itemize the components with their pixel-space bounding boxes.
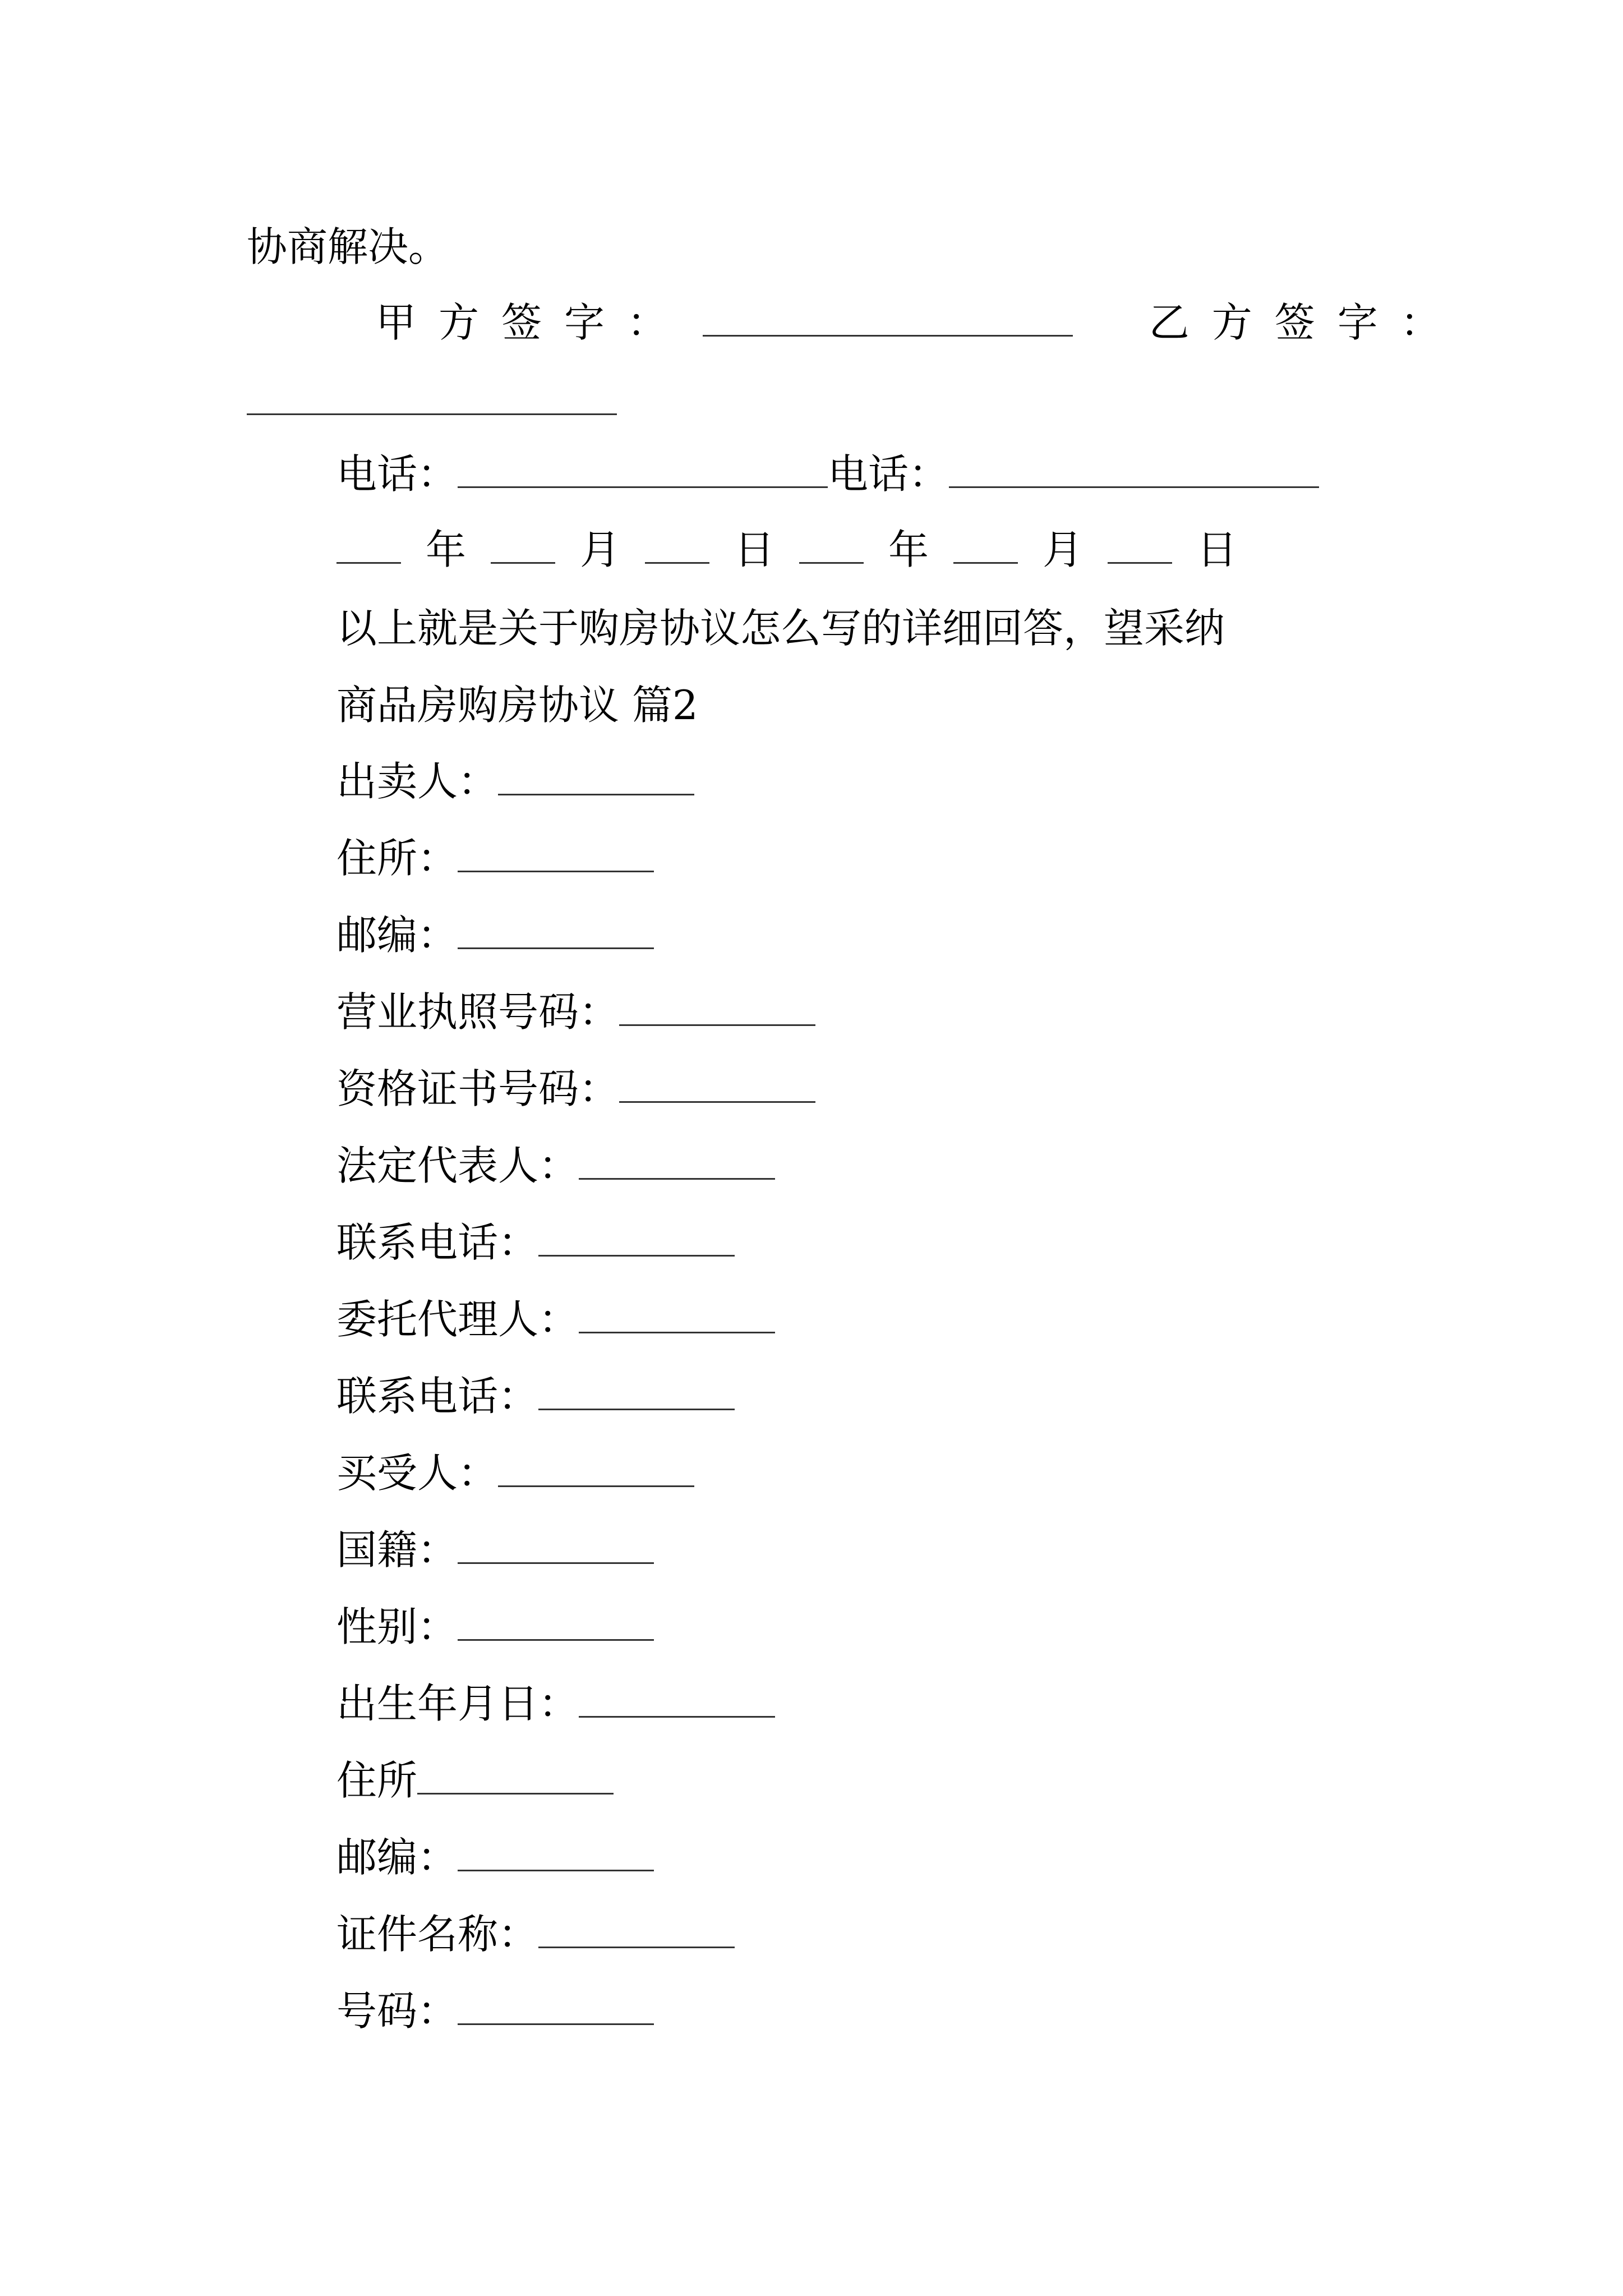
field-label: 买受人： [336, 1450, 499, 1497]
field-row [336, 833, 654, 884]
field-row [336, 1371, 735, 1421]
field-label: 住所 [336, 1757, 418, 1804]
field-blank[interactable] [579, 1144, 775, 1180]
field-label: 资格证书号码： [336, 1065, 620, 1112]
intro-tail-text: 协商解决。 [247, 223, 449, 270]
party-b-signature-label: 乙方签字： [1149, 299, 1463, 346]
party-b-phone-blank[interactable] [949, 453, 1319, 488]
field-row [336, 1448, 694, 1498]
field-label: 委托代理人： [336, 1296, 579, 1343]
field-label: 性别： [336, 1603, 458, 1650]
field-label: 号码： [336, 1987, 458, 2035]
field-blank[interactable] [538, 1913, 735, 1948]
field-row [336, 1678, 775, 1729]
field-row [336, 910, 654, 960]
field-blank[interactable] [538, 1375, 735, 1410]
field-label: 联系电话： [336, 1373, 539, 1420]
field-blank[interactable] [619, 1068, 815, 1103]
field-row [336, 1140, 775, 1191]
field-blank[interactable] [498, 760, 694, 795]
field-row [336, 1525, 654, 1575]
signature-row [376, 297, 1463, 348]
field-row [336, 1294, 775, 1345]
field-row [336, 1602, 654, 1652]
field-row [336, 1909, 735, 1959]
date-a-year-unit: 年 [425, 526, 466, 573]
field-row [336, 1832, 654, 1883]
date-b-month-unit: 月 [1042, 526, 1083, 573]
field-blank[interactable] [538, 1221, 735, 1257]
date-b-year-unit: 年 [888, 526, 929, 573]
field-label: 国籍： [336, 1526, 458, 1573]
closing-note: 以上就是关于购房协议怎么写的详细回答，望采纳 [336, 605, 1225, 652]
date-a-day-blank[interactable] [645, 528, 709, 564]
field-blank[interactable] [498, 1452, 694, 1487]
field-blank[interactable] [458, 1605, 654, 1641]
field-blank[interactable] [458, 914, 654, 949]
field-row [336, 1986, 654, 2036]
date-a-month-blank[interactable] [491, 528, 555, 564]
field-row [336, 756, 694, 807]
field-blank[interactable] [579, 1298, 775, 1333]
date-a-day-unit: 日 [734, 526, 774, 573]
field-row [336, 1217, 735, 1268]
party-a-phone-blank[interactable] [458, 453, 828, 488]
date-row [336, 524, 1262, 575]
field-blank[interactable] [417, 1759, 614, 1795]
field-label: 证件名称： [336, 1911, 539, 1958]
date-a-month-unit: 月 [579, 526, 620, 573]
field-label: 联系电话： [336, 1219, 539, 1266]
party-a-signature-blank[interactable] [703, 301, 1073, 337]
field-label: 住所： [336, 835, 458, 882]
field-blank[interactable] [458, 1990, 654, 2025]
field-label: 邮编： [336, 912, 458, 959]
date-b-day-blank[interactable] [1108, 528, 1172, 564]
field-label: 邮编： [336, 1834, 458, 1881]
field-blank[interactable] [458, 837, 654, 872]
field-label: 出卖人： [336, 758, 499, 805]
phone-row [336, 449, 1319, 499]
date-b-month-blank[interactable] [953, 528, 1018, 564]
party-a-signature-label: 甲方签字： [376, 299, 690, 346]
date-b-year-blank[interactable] [799, 528, 864, 564]
party-b-phone-label: 电话： [828, 450, 949, 498]
field-blank[interactable] [619, 991, 815, 1026]
party-b-signature-blank[interactable] [247, 380, 617, 415]
field-label: 出生年月日： [336, 1680, 579, 1727]
party-b-signature-continuation [247, 376, 617, 426]
field-blank[interactable] [579, 1682, 775, 1718]
field-blank[interactable] [458, 1529, 654, 1564]
date-a-year-blank[interactable] [336, 528, 401, 564]
field-row [336, 1064, 815, 1114]
field-row [336, 1755, 614, 1806]
date-b-day-unit: 日 [1196, 526, 1237, 573]
field-label: 法定代表人： [336, 1142, 579, 1189]
party-a-phone-label: 电话： [336, 450, 458, 498]
field-label: 营业执照号码： [336, 988, 620, 1036]
field-blank[interactable] [458, 1836, 654, 1871]
section-title: 商品房购房协议 篇2 [336, 682, 698, 729]
field-row [336, 987, 815, 1037]
